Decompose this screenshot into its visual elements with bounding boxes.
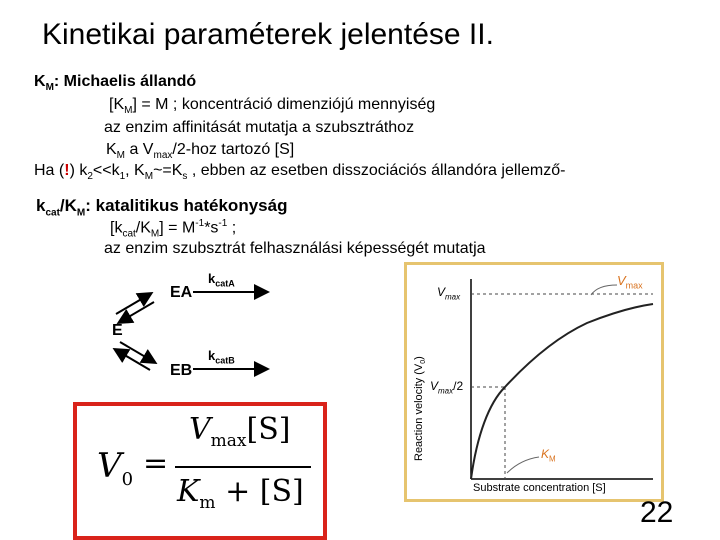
page-title: Kinetikai paraméterek jelentése II. [42, 18, 494, 51]
page-number: 22 [640, 496, 674, 529]
kcat-unit-line: $[k_{cat}/K_M] = M^{-1}*s^{-1}$ ; [110, 218, 237, 240]
fraction-bar [175, 466, 311, 468]
km-condition-line: Ha (!) $k_2<<k_1$, $K_M\sim=K_s$ , ebben az esetben disszociációs állandóra jellemző- [34, 162, 566, 183]
scheme-arrow-e-eb [116, 342, 154, 370]
kcatB-label: $k_{catB}$ [208, 348, 235, 366]
michaelis-menten-plot [404, 262, 664, 502]
species-e: E [112, 322, 123, 339]
km-affinity-line: az enzim affinitását mutatja a szubsztráthoz [104, 119, 415, 136]
equation-lhs: $V_0$ [97, 446, 134, 490]
equation-equals: = [143, 446, 169, 481]
kcat-description-line: az enzim szubsztrát felhasználási képességét mutatja [104, 240, 486, 257]
km-heading: $K_M$: Michaelis állandó [34, 73, 197, 94]
vmax-axis-label: $V_{max}$ [437, 285, 461, 302]
vmax-curve-label: $V_{max}$ [617, 273, 643, 291]
equation-denominator: $K_m + [S]$ [177, 474, 304, 513]
species-ea: EA [170, 284, 193, 301]
vhalf-axis-label: $V_{max}/2$ [430, 379, 464, 396]
km-vmax-line: $K_M$ a $V_{max}/2$-hoz tartozó [S] [106, 141, 295, 162]
x-axis-label: Substrate concentration [S] [473, 482, 606, 494]
kcatA-label: $k_{catA}$ [208, 271, 235, 289]
km-curve-label: $K_M$ [541, 447, 556, 464]
saturation-curve [471, 304, 653, 479]
km-pointer-arrow [507, 457, 539, 473]
michaelis-menten-equation-box [73, 402, 327, 540]
scheme-arrow-e-ea [116, 294, 154, 322]
kcat-heading: $k_{cat}/K_M$: katalitikus hatékonyság [36, 196, 288, 219]
species-eb: EB [170, 362, 193, 379]
equation-numerator: $V_{max}[S]$ [189, 412, 291, 451]
y-axis-label: Reaction velocity $(V_0)$ [413, 356, 428, 461]
km-unit-line: $[K_M] = M$ ; koncentráció dimenziójú mennyiség [109, 96, 436, 117]
